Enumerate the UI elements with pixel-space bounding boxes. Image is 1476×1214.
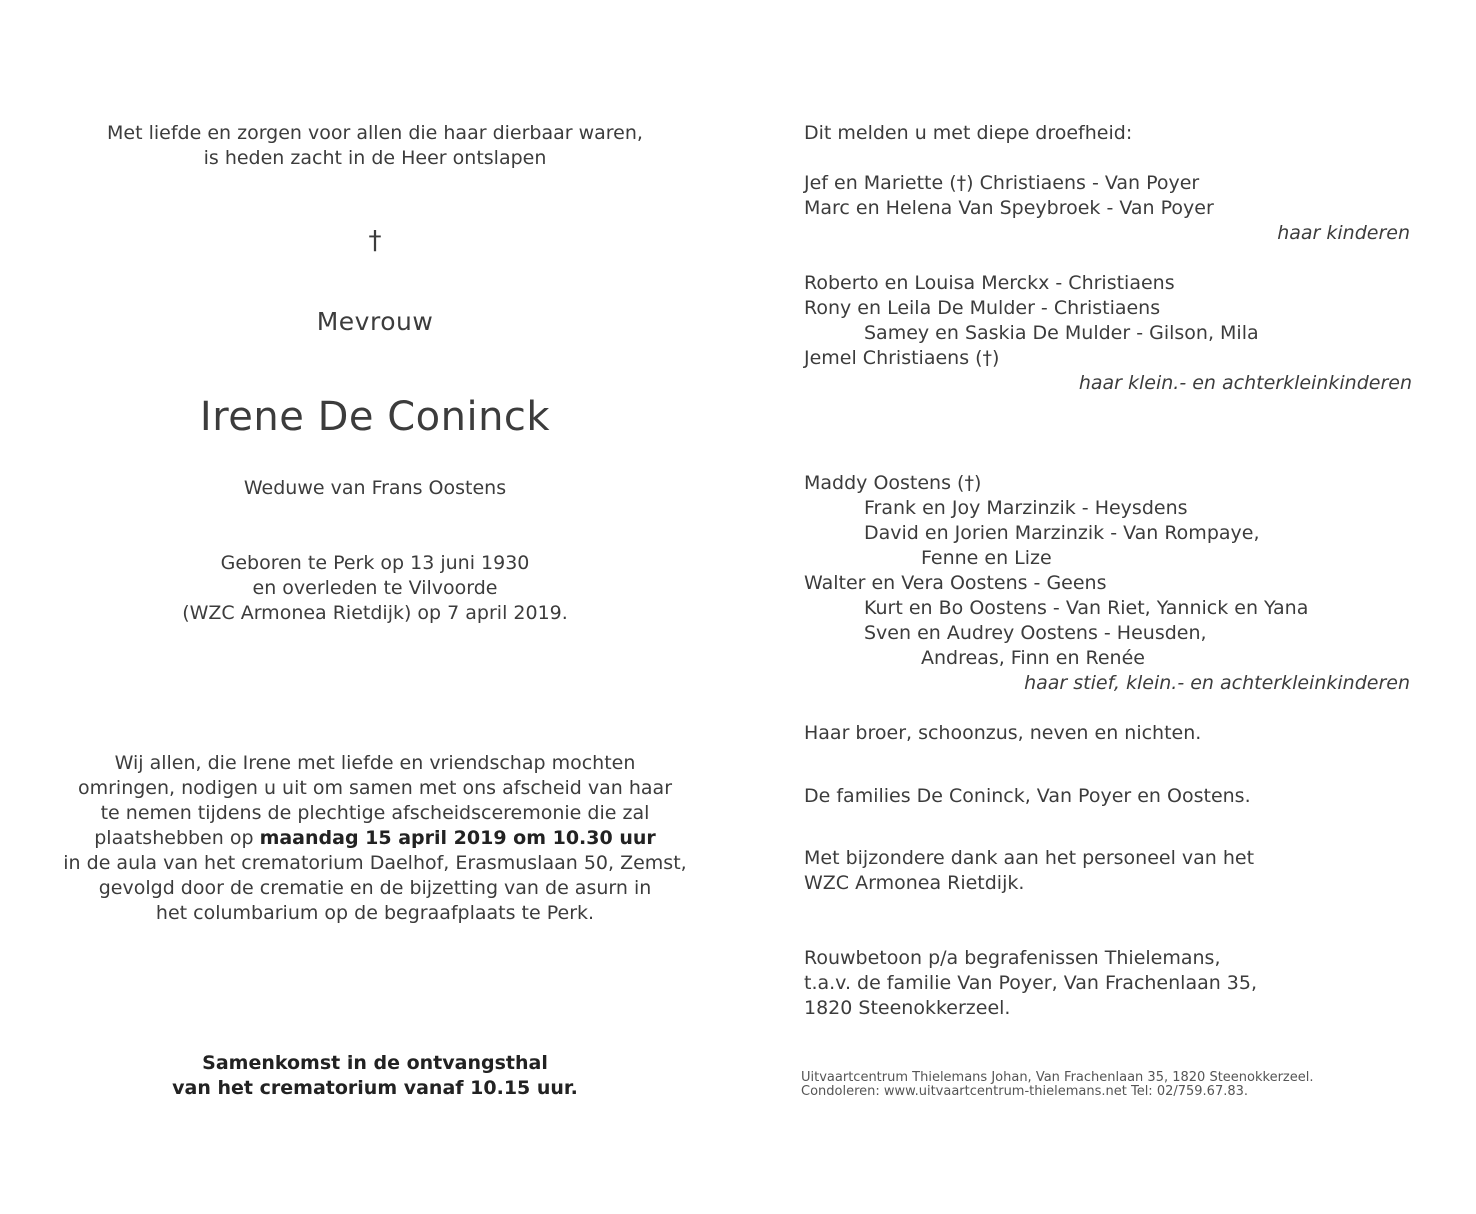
footer-line: Condoleren: www.uitvaartcentrum-thielemans.net Tel: 02/759.67.83. [801, 1084, 1249, 1099]
family-entry: Marc en Helena Van Speybroek - Van Poyer [804, 197, 1214, 219]
condolence-address [804, 946, 1257, 1021]
grandchildren-list [804, 271, 1259, 371]
family-entry: Sven en Audrey Oostens - Heusden, [864, 622, 1207, 644]
ceremony-date: maandag 15 april 2019 om 10.30 uur [259, 827, 656, 849]
address-line: 1820 Steenokkerzeel. [804, 997, 1011, 1019]
intro-text [0, 121, 750, 171]
invitation-date-line [0, 826, 750, 851]
intro-line: is heden zacht in de Heer ontslapen [203, 147, 547, 169]
family-entry: Jef en Mariette (†) Christiaens - Van Poyer [804, 172, 1200, 194]
announcement-heading: Dit melden u met diepe droefheid: [804, 122, 1133, 144]
invitation-line: Wij allen, die Irene met liefde en vriendschap mochten [114, 752, 636, 774]
family-entry: Fenne en Lize [921, 547, 1052, 569]
invitation-line: gevolgd door de crematie en de bijzetting van de asurn in [98, 877, 652, 899]
invitation-line: in de aula van het crematorium Daelhof, Erasmuslaan 50, Zemst, [63, 852, 687, 874]
step-family-role: haar stief, klein.- en achterkleinkinderen [1024, 672, 1410, 694]
deceased-name: Irene De Coninck [199, 394, 551, 440]
thanks-line: Met bijzondere dank aan het personeel van het [804, 847, 1255, 869]
birth-line: (WZC Armonea Rietdijk) op 7 april 2019. [182, 602, 568, 624]
siblings-text: Haar broer, schoonzus, neven en nichten. [804, 722, 1202, 744]
widow-of: Weduwe van Frans Oostens [243, 477, 507, 499]
address-line: t.a.v. de familie Van Poyer, Van Frachenlaan 35, [804, 972, 1258, 994]
gathering-info [0, 1051, 750, 1101]
step-family-list [804, 471, 1308, 671]
family-entry: Kurt en Bo Oostens - Van Riet, Yannick en Yana [864, 597, 1309, 619]
family-entry: David en Jorien Marzinzik - Van Rompaye, [864, 522, 1260, 544]
grandchildren-role: haar klein.- en achterkleinkinderen [1078, 372, 1412, 394]
family-entry: Roberto en Louisa Merckx - Christiaens [804, 272, 1175, 294]
thanks-text [804, 846, 1254, 896]
family-entry: Walter en Vera Oostens - Geens [804, 572, 1107, 594]
cross-icon: † [368, 226, 382, 256]
family-entry: Andreas, Finn en Renée [921, 647, 1145, 669]
birth-death-info [0, 551, 750, 626]
families-text: De families De Coninck, Van Poyer en Oostens. [804, 785, 1251, 807]
invitation-line: het columbarium op de begraafplaats te Perk. [155, 902, 595, 924]
gathering-line: Samenkomst in de ontvangsthal [202, 1052, 548, 1074]
invitation-text [0, 751, 750, 926]
children-role: haar kinderen [1277, 222, 1410, 244]
date-prefix: plaatshebben op [94, 827, 260, 849]
invitation-line: te nemen tijdens de plechtige afscheidsceremonie die zal [100, 802, 650, 824]
gathering-line: van het crematorium vanaf 10.15 uur. [172, 1077, 578, 1099]
family-entry: Jemel Christiaens (†) [804, 347, 1000, 369]
birth-line: Geboren te Perk op 13 juni 1930 [220, 552, 530, 574]
family-entry: Frank en Joy Marzinzik - Heysdens [864, 497, 1188, 519]
family-entry: Rony en Leila De Mulder - Christiaens [804, 297, 1161, 319]
intro-line: Met liefde en zorgen voor allen die haar dierbaar waren, [107, 122, 643, 144]
salutation: Mevrouw [316, 307, 434, 336]
invitation-line: omringen, nodigen u uit om samen met ons afscheid van haar [77, 777, 673, 799]
thanks-line: WZC Armonea Rietdijk. [804, 872, 1025, 894]
children-list [804, 171, 1214, 221]
right-panel [801, 0, 1444, 1214]
family-entry: Samey en Saskia De Mulder - Gilson, Mila [864, 322, 1259, 344]
footer-line: Uitvaartcentrum Thielemans Johan, Van Frachenlaan 35, 1820 Steenokkerzeel. [801, 1070, 1314, 1085]
funeral-home-footer [801, 1071, 1314, 1099]
birth-line: en overleden te Vilvoorde [252, 577, 498, 599]
family-entry: Maddy Oostens (†) [804, 472, 982, 494]
address-line: Rouwbetoon p/a begrafenissen Thielemans, [804, 947, 1221, 969]
